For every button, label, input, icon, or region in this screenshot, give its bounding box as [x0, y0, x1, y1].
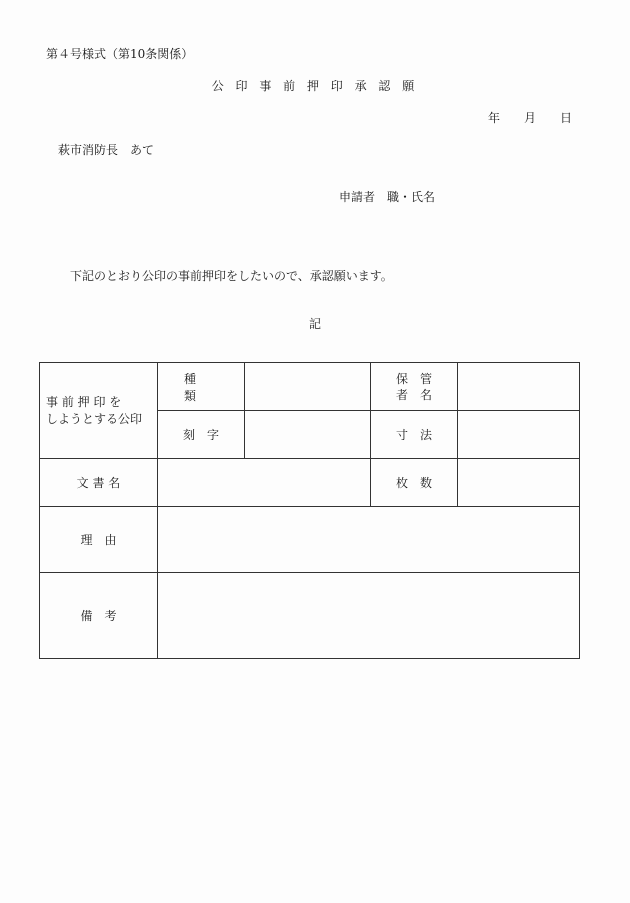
type-label: 種 類 — [158, 363, 245, 411]
count-value-cell[interactable] — [458, 459, 580, 507]
seal-label-line2: しようとする公印 — [46, 411, 143, 426]
size-value-cell[interactable] — [458, 411, 580, 459]
remarks-value-cell[interactable] — [158, 573, 580, 659]
type-value-cell[interactable] — [245, 363, 371, 411]
addressee: 萩市消防長 あて — [58, 143, 155, 157]
keeper-value-cell[interactable] — [458, 363, 580, 411]
document-name-value-cell[interactable] — [158, 459, 371, 507]
remarks-label: 備 考 — [40, 573, 158, 659]
date-line — [488, 109, 572, 126]
document-name-label: 文 書 名 — [40, 459, 158, 507]
date-month: 月 — [524, 111, 537, 125]
date-year: 年 — [488, 111, 501, 125]
count-label: 枚 数 — [371, 459, 458, 507]
form-number: 第４号様式（第10条関係） — [46, 47, 194, 61]
reason-value-cell[interactable] — [158, 507, 580, 573]
reason-label: 理 由 — [40, 507, 158, 573]
application-table — [39, 362, 580, 659]
date-day: 日 — [560, 111, 573, 125]
form-title: 公 印 事 前 押 印 承 認 願 — [211, 79, 419, 93]
body-text: 下記のとおり公印の事前押印をしたいので、承認願います。 — [70, 269, 393, 283]
applicant-field: 申請者 職・氏名 — [339, 190, 436, 204]
keeper-label-line1: 保 管 — [395, 371, 432, 386]
seal-label-line1: 事 前 押 印 を — [46, 394, 122, 409]
engraving-label: 刻 字 — [158, 411, 245, 459]
seal-label — [40, 363, 158, 459]
ki-heading: 記 — [308, 317, 321, 331]
keeper-label — [371, 363, 458, 411]
keeper-label-line2: 者 名 — [395, 387, 432, 402]
size-label: 寸 法 — [371, 411, 458, 459]
engraving-value-cell[interactable] — [245, 411, 371, 459]
